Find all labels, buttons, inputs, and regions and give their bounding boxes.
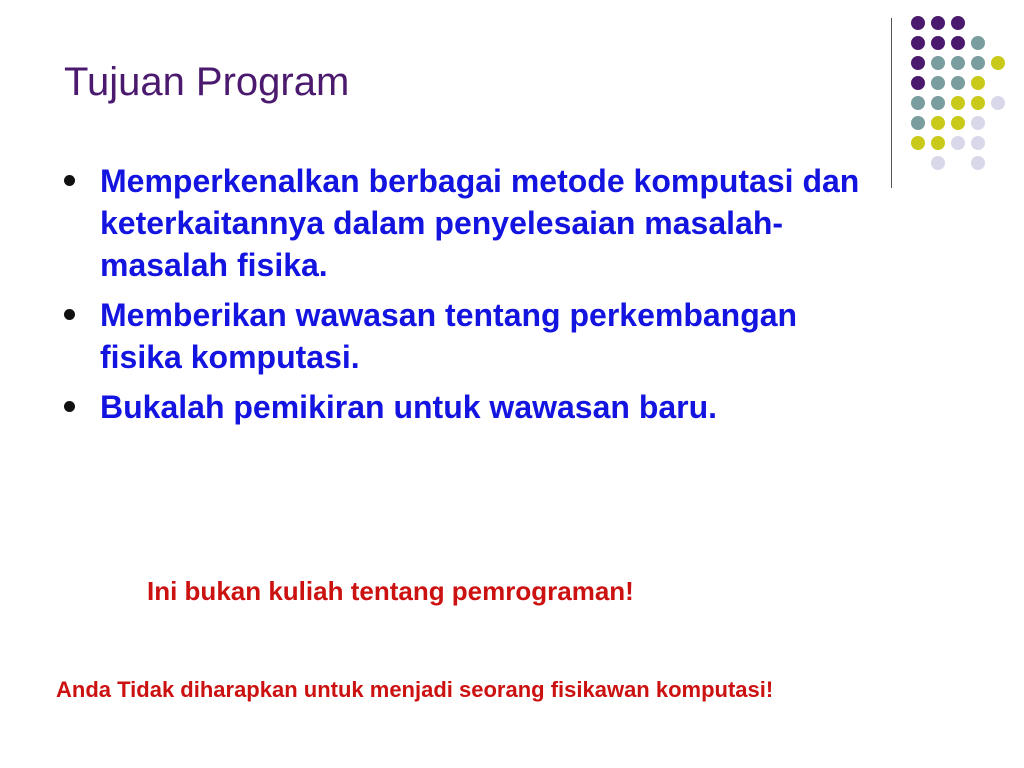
bullet-icon: [64, 175, 75, 186]
decorative-dot: [911, 96, 925, 110]
decorative-dot: [931, 16, 945, 30]
bullet-icon: [64, 309, 75, 320]
bullet-text: Memberikan wawasan tentang perkembangan fisika komputasi.: [100, 297, 798, 375]
decorative-dot: [931, 56, 945, 70]
decorative-dot: [911, 136, 925, 150]
decorative-dot: [951, 76, 965, 90]
decorative-dot: [931, 156, 945, 170]
decorative-dot: [911, 16, 925, 30]
decorative-dot: [931, 36, 945, 50]
decorative-dot: [951, 56, 965, 70]
decorative-dot: [911, 116, 925, 130]
decorative-dot: [971, 116, 985, 130]
note-not-programming: Ini bukan kuliah tentang pemrograman!: [147, 576, 634, 606]
bullet-list: [62, 160, 882, 436]
decorative-dot: [911, 56, 925, 70]
decorative-dot: [951, 36, 965, 50]
decorative-dot: [971, 56, 985, 70]
bullet-text: Memperkenalkan berbagai metode komputasi dan keterkaitannya dalam penyelesaian masalah-masalah fisika.: [100, 163, 860, 283]
decorative-dot: [951, 136, 965, 150]
bullet-item: [62, 160, 882, 286]
decorative-divider: [891, 18, 892, 188]
bullet-text: Bukalah pemikiran untuk wawasan baru.: [100, 389, 718, 425]
slide-title: Tujuan Program: [64, 60, 350, 104]
decorative-dot: [931, 96, 945, 110]
decorative-dot: [971, 136, 985, 150]
decorative-dot: [971, 76, 985, 90]
decorative-dot: [971, 96, 985, 110]
note-not-computational-physicist: Anda Tidak diharapkan untuk menjadi seorang fisikawan komputasi!: [56, 677, 774, 702]
bullet-icon: [64, 401, 75, 412]
decorative-dot: [991, 56, 1005, 70]
decorative-dot: [911, 36, 925, 50]
decorative-dot: [971, 36, 985, 50]
decorative-dot: [911, 76, 925, 90]
decorative-dot: [931, 116, 945, 130]
decorative-dot: [971, 156, 985, 170]
decorative-dot: [951, 16, 965, 30]
decorative-dot: [951, 116, 965, 130]
decorative-dot: [931, 76, 945, 90]
bullet-item: [62, 386, 882, 428]
decorative-dot: [951, 96, 965, 110]
decorative-dot: [991, 96, 1005, 110]
bullet-item: [62, 294, 882, 378]
decorative-dot: [931, 136, 945, 150]
